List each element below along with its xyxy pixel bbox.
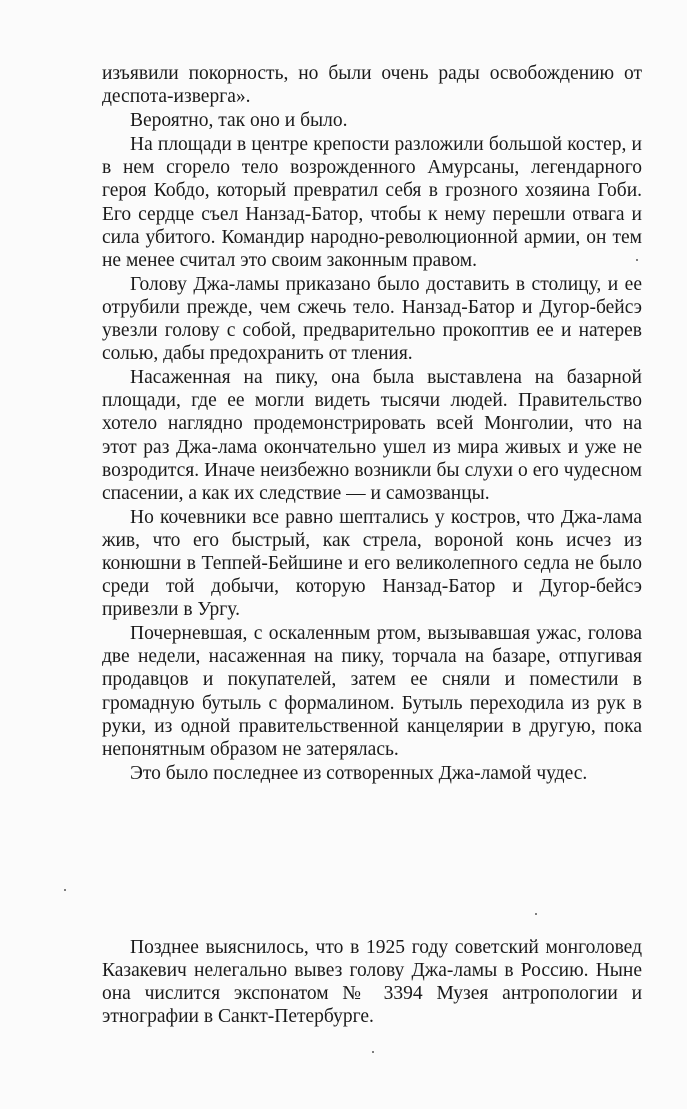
scan-speck [535, 913, 537, 915]
paragraph: Это было последнее из сотворенных Джа-ламой чудес. [130, 762, 588, 784]
afterword-paragraph: Позднее выяснилось, что в 1925 году советский монголовед Казакевич нелегально вывез голову Джа-ламы в Россию. Ныне она числится экспонатом № 3394 Музея антропологии и этнографии в Санкт-Петербурге. [102, 937, 642, 1028]
scan-speck [636, 259, 638, 261]
scan-speck [372, 1051, 374, 1053]
afterword-note [102, 936, 642, 1028]
main-text [102, 62, 642, 785]
paragraph: Вероятно, так оно и было. [130, 110, 348, 132]
paragraph: На площади в центре крепости разложили большой костер, и в нем сгорело тело возрожденного Амурсаны, легендарного героя Кобдо, который превратил себя в грозного хозяина Гоби. Его сердце съел Нанзад-Батор, чтобы к нему перешли отвага и сила убитого. Командир народно-революционной армии, он тем не менее считал это своим законным правом. [102, 134, 642, 271]
paragraph-continuation: изъявили покорность, но были очень рады освобождению от деспота-изверга». [102, 63, 642, 108]
paragraph: Голову Джа-ламы приказано было доставить в столицу, и ее отрубили прежде, чем сжечь тело. Нанзад-Батор и Дугор-бейсэ увезли голову с собой, предварительно прокоптив ее и натерев солью, дабы предохранить от тления. [102, 273, 642, 365]
scan-speck [64, 889, 66, 891]
paragraph: Насаженная на пику, она была выставлена на базарной площади, где ее могли видеть тысячи людей. Правительство хотело наглядно продемонстрировать всей Монголии, что на этот раз Джа-лама окончательно ушел из мира живых и уже не возродится. Иначе неизбежно возникли бы слухи о его чудесном спасении, а как их следствие — и самозванцы. [102, 367, 642, 504]
paragraph: Но кочевники все равно шептались у костров, что Джа-лама жив, что его быстрый, как стрела, вороной конь исчез из конюшни в Теппей-Бейшине и его великолепного седла не было среди той добычи, которую Нанзад-Батор и Дугор-бейсэ привезли в Ургу. [102, 506, 642, 621]
paragraph: Почерневшая, с оскаленным ртом, вызывавшая ужас, голова две недели, насаженная на пику, торчала на базаре, отпугивая продавцов и покупателей, затем ее сняли и поместили в громадную бутыль с формалином. Бутыль переходила из рук в руки, из одной правительственной канцелярии в другую, пока непонятным образом не затерялась. [102, 623, 642, 760]
